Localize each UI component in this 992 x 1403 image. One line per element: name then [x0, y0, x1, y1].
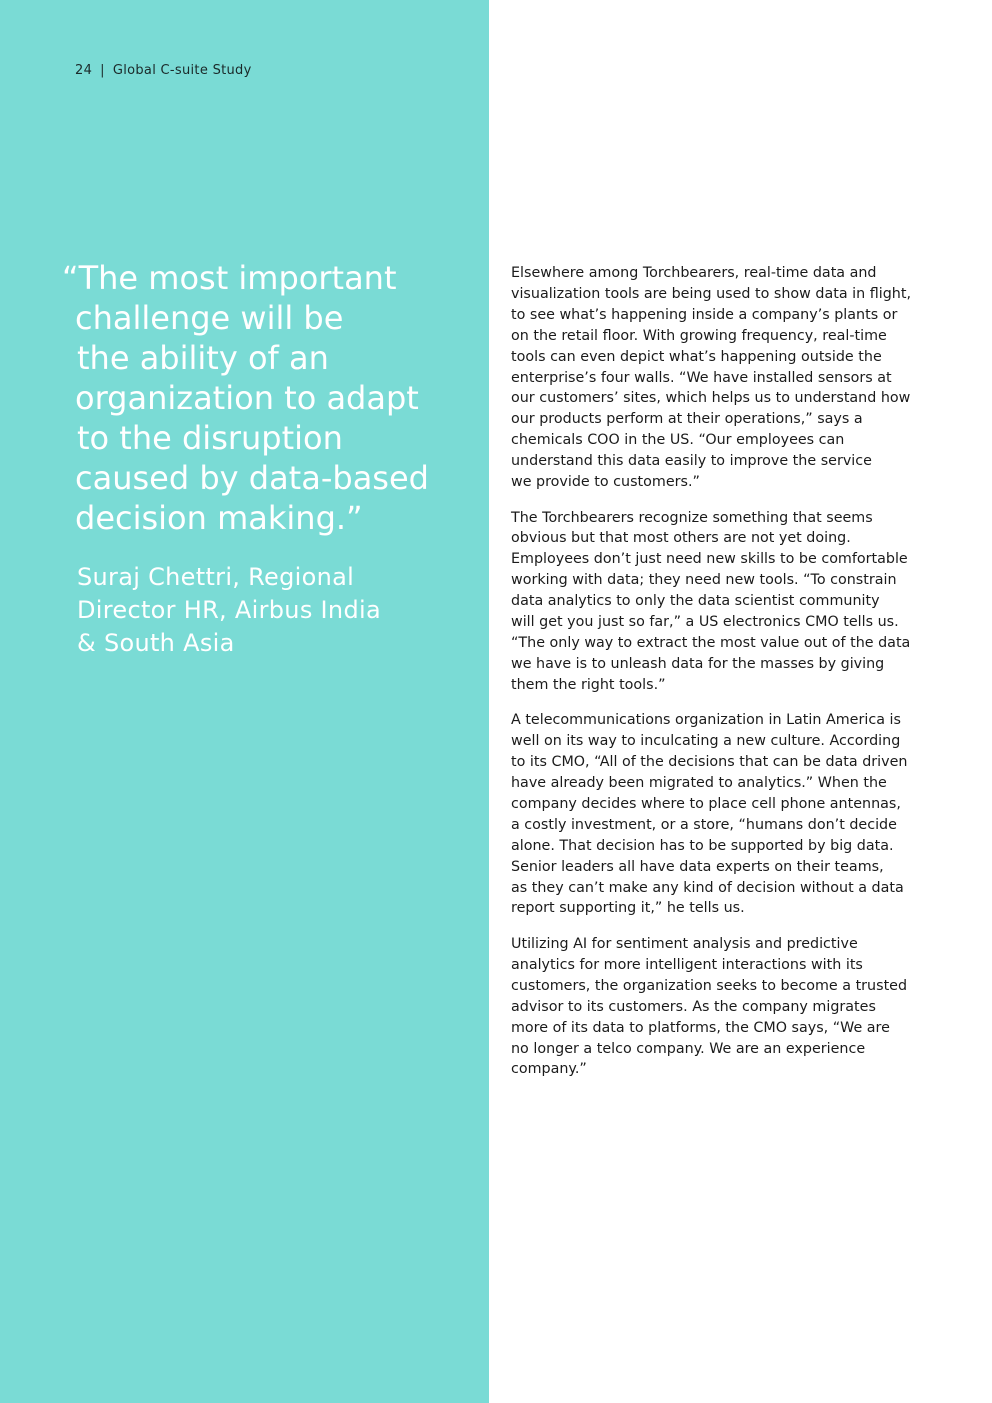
text-line: our customers’ sites, which helps us to understand how: [511, 390, 911, 407]
text-line: no longer a telco company. We are an experience: [511, 1040, 866, 1057]
text-line: Elsewhere among Torchbearers, real-time data and: [511, 265, 877, 281]
pull-quote-line: the ability of an: [77, 339, 329, 377]
text-line: will get you just so far,” a US electronics CMO tells us.: [511, 614, 899, 631]
pull-quote-line: decision making.”: [75, 499, 363, 537]
text-line: analytics for more intelligent interactions with its: [511, 956, 863, 973]
text-line: tools can even depict what’s happening outside the: [511, 348, 882, 365]
header-separator: |: [100, 63, 105, 78]
text-line: as they can’t make any kind of decision without a data: [511, 879, 904, 896]
body-paragraph: [511, 263, 931, 493]
text-line: to see what’s happening inside a company’s plants or: [511, 306, 898, 323]
attribution-line: Suraj Chettri, Regional: [77, 563, 355, 591]
quote-panel: [0, 0, 489, 1403]
text-line: report supporting it,” he tells us.: [511, 900, 745, 917]
text-line: well on its way to inculcating a new culture. According: [511, 733, 901, 750]
body-paragraph: [511, 508, 931, 696]
text-line: Employees don’t just need new skills to be comfortable: [511, 551, 908, 568]
text-line: data analytics to only the data scientist community: [511, 593, 880, 610]
text-line: we provide to customers.”: [511, 474, 700, 491]
text-line: a costly investment, or a store, “humans don’t decide: [511, 816, 897, 833]
attribution-line: & South Asia: [77, 629, 235, 657]
running-header: [75, 63, 252, 78]
text-line: we have is to unleash data for the masses by giving: [511, 655, 885, 672]
body-text-column: [511, 263, 931, 1095]
text-line: working with data; they need new tools. “To constrain: [511, 572, 897, 589]
text-line: Senior leaders all have data experts on their teams,: [511, 858, 884, 875]
text-line: have already been migrated to analytics.” When the: [511, 775, 887, 792]
text-line: company decides where to place cell phone antennas,: [511, 795, 901, 812]
pull-quote: [62, 258, 482, 538]
body-paragraph: [511, 934, 931, 1080]
pull-quote-line: caused by data-based: [75, 459, 429, 497]
pull-quote-line: challenge will be: [75, 299, 344, 337]
text-line: alone. That decision has to be supported by big data.: [511, 837, 894, 854]
pull-quote-line: organization to adapt: [75, 379, 419, 417]
text-line: Utilizing AI for sentiment analysis and predictive: [511, 935, 858, 952]
text-line: advisor to its customers. As the company migrates: [511, 998, 876, 1015]
text-line: company.”: [511, 1061, 587, 1078]
publication-title: Global C-suite Study: [112, 63, 252, 78]
text-line: enterprise’s four walls. “We have installed sensors at: [511, 369, 892, 386]
text-line: to its CMO, “All of the decisions that can be data driven: [511, 754, 908, 771]
text-line: obvious but that most others are not yet doing.: [511, 530, 851, 547]
text-line: them the right tools.”: [511, 676, 666, 693]
text-line: visualization tools are being used to show data in flight,: [511, 285, 912, 302]
text-line: customers, the organization seeks to become a trusted: [511, 977, 908, 994]
body-paragraph: [511, 710, 931, 919]
text-line: chemicals COO in the US. “Our employees can: [511, 432, 845, 449]
page-number: 24: [75, 63, 93, 78]
pull-quote-line: “The most important: [62, 259, 397, 297]
pull-quote-line: to the disruption: [77, 419, 343, 457]
quote-attribution: [77, 561, 477, 660]
attribution-line: Director HR, Airbus India: [77, 596, 381, 624]
text-line: understand this data easily to improve the service: [511, 453, 872, 470]
text-line: on the retail floor. With growing frequency, real-time: [511, 327, 887, 344]
text-line: The Torchbearers recognize something that seems: [511, 509, 873, 526]
text-line: “The only way to extract the most value out of the data: [511, 635, 911, 651]
text-line: A telecommunications organization in Latin America is: [511, 712, 901, 729]
text-line: our products perform at their operations,” says a: [511, 411, 863, 428]
text-line: more of its data to platforms, the CMO says, “We are: [511, 1019, 890, 1036]
